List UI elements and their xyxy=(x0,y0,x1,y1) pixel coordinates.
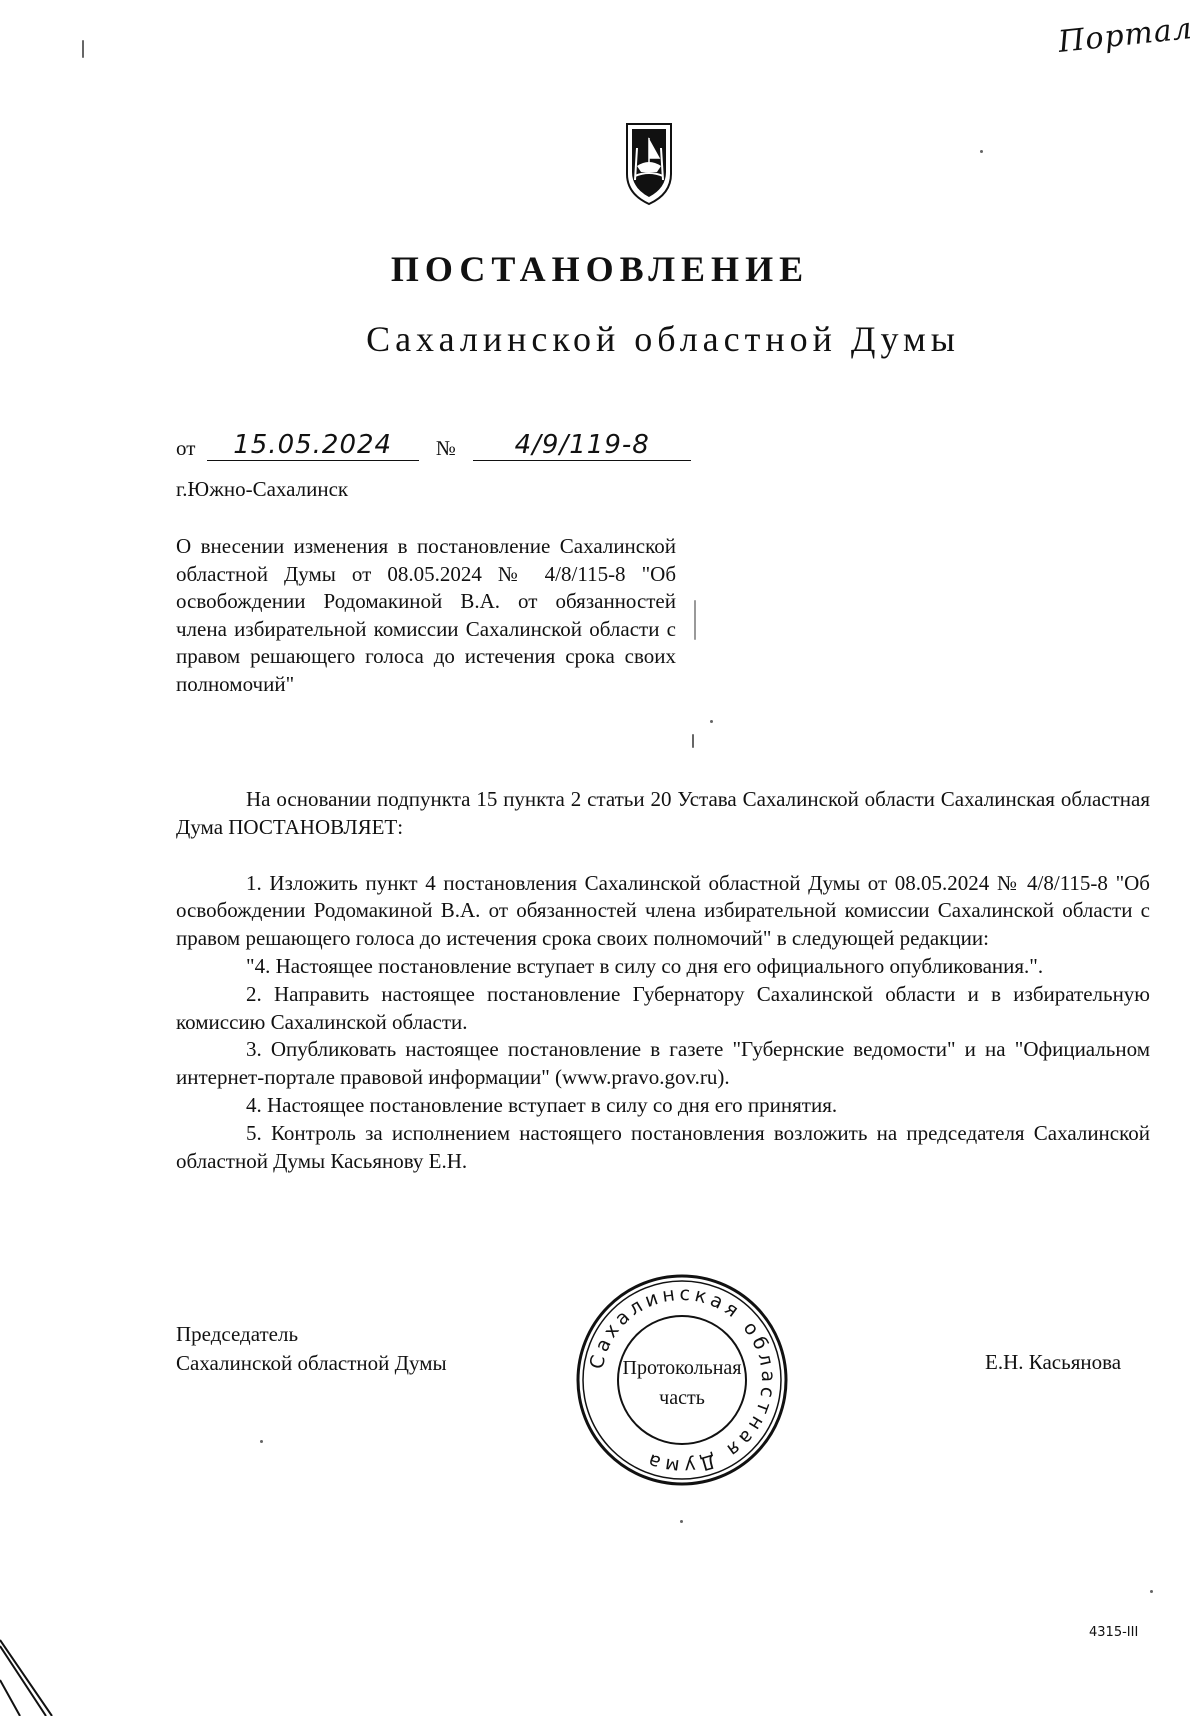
scan-edge-mark xyxy=(0,1620,56,1716)
scan-speck xyxy=(82,40,84,58)
handwritten-corner-note: Портал xyxy=(1056,11,1195,60)
svg-text:Сахалинская областная Дума xyxy=(586,1283,780,1478)
seal-center-line-2: часть xyxy=(659,1387,705,1409)
scan-speck xyxy=(692,734,694,748)
signatory-title-line-1: Председатель xyxy=(176,1322,299,1346)
resolution-item-1-quote: "4. Настоящее постановление вступает в силу со дня его официального опубликования.". xyxy=(246,953,1044,978)
scan-speck xyxy=(260,1440,263,1443)
resolution-item-5: 5. Контроль за исполнением настоящего постановления возложить на председателя Сахалинской областной Думы Касьянову Е.Н. xyxy=(176,1120,1150,1173)
preamble-paragraph: На основании подпункта 15 пункта 2 статьи 20 Устава Сахалинской области Сахалинская областная Дума ПОСТАНОВЛЯЕТ: xyxy=(176,787,1150,839)
resolution-item-3: 3. Опубликовать настоящее постановление в газете "Губернские ведомости" и на "Официальном интернет-портале правовой информации" (www.pravo.gov.ru). xyxy=(176,1037,1150,1090)
scan-speck xyxy=(710,720,713,723)
scan-speck xyxy=(980,150,983,153)
resolution-item-2: 2. Направить настоящее постановление Губернатору Сахалинской области и в избирательную комиссию Сахалинской области. xyxy=(176,981,1150,1034)
handwritten-date: 15.05.2024 xyxy=(207,430,419,461)
date-number-line xyxy=(176,430,691,464)
signatory-title-line-2: Сахалинской областной Думы xyxy=(176,1351,447,1375)
resolution-item-4: 4. Настоящее постановление вступает в силу со дня его принятия. xyxy=(246,1092,838,1117)
number-label: № xyxy=(435,436,456,460)
date-label: от xyxy=(176,436,196,460)
document-body xyxy=(176,786,1150,1175)
document-subject: О внесении изменения в постановление Сахалинской областной Думы от 08.05.2024 № 4/8/115-8 "Об освобождении Родомакиной В.А. от обязанностей члена избирательной комиссии Сахалинской области с правом решающего голоса до истечения срока своих полномочий" xyxy=(176,534,676,696)
handwritten-number: 4/9/119-8 xyxy=(473,430,691,461)
scan-speck xyxy=(694,600,696,640)
official-round-seal xyxy=(574,1272,790,1488)
seal-ring-text: Сахалинская областная Дума xyxy=(585,1282,780,1478)
signatory-title xyxy=(176,1320,447,1378)
scan-speck xyxy=(680,1520,683,1523)
seal-center-line-1: Протокольная xyxy=(622,1357,742,1379)
city-line: г.Южно-Сахалинск xyxy=(176,477,349,501)
signatory-name: Е.Н. Касьянова xyxy=(985,1350,1122,1374)
scan-speck xyxy=(1150,1590,1153,1593)
document-issuer-heading: Сахалинской областной Думы xyxy=(366,319,960,359)
resolution-item-1: 1. Изложить пункт 4 постановления Сахалинской областной Думы от 08.05.2024 № 4/8/115-8 "Об освобождении Родомакиной В.А. от обязанностей члена избирательной комиссии Сахалинской области с правом решающего голоса до истечения срока своих полномочий" в следующей редакции: xyxy=(176,870,1150,951)
coat-of-arms-emblem xyxy=(623,120,675,206)
footer-code: 4315-III xyxy=(1089,1625,1139,1640)
document-type-heading: ПОСТАНОВЛЕНИЕ xyxy=(390,249,810,289)
